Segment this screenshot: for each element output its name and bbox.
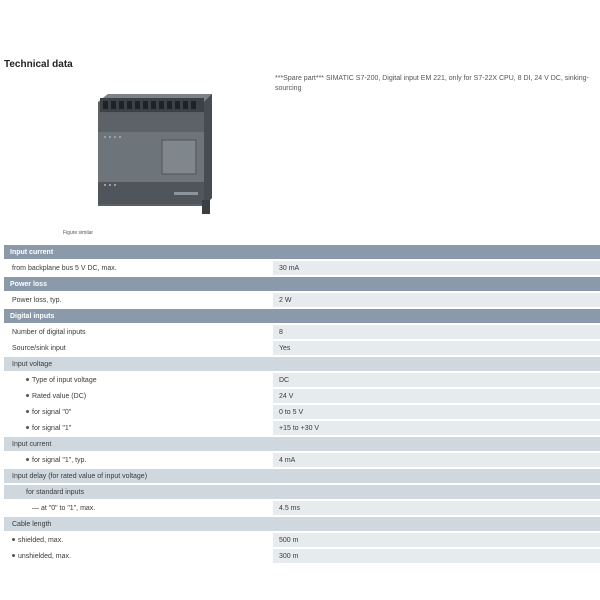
table-row [4, 548, 600, 564]
bullet-icon [26, 394, 29, 397]
bullet-icon [12, 538, 15, 541]
row-label-text: Cable length [12, 520, 52, 528]
row-label [4, 245, 272, 260]
row-value-text: 4.5 ms [279, 504, 301, 512]
image-caption: Figure similar [63, 230, 94, 236]
table-row [4, 340, 600, 356]
bullet-icon [26, 426, 29, 429]
row-value [272, 308, 600, 324]
row-label [4, 372, 272, 388]
row-label [4, 484, 272, 500]
row-label-text: for signal "1", typ. [32, 456, 87, 464]
row-value-text: 300 m [279, 552, 299, 560]
row-value [272, 292, 600, 308]
row-value [272, 516, 600, 532]
row-label [4, 532, 272, 548]
table-row [4, 372, 600, 388]
row-label [4, 356, 272, 372]
section-header-row [4, 308, 600, 324]
row-label [4, 404, 272, 420]
row-value [272, 532, 600, 548]
row-label-text: shielded, max. [18, 536, 64, 544]
row-value-text: 8 [279, 328, 283, 336]
row-label [4, 340, 272, 356]
row-label [4, 548, 272, 564]
row-value [272, 468, 600, 484]
row-label-text: Input current [10, 248, 54, 256]
row-label-text: Power loss [10, 280, 47, 288]
row-label-text: — at "0" to "1", max. [32, 504, 96, 512]
row-value-text: 30 mA [279, 264, 300, 272]
row-label-text: for standard inputs [26, 488, 84, 496]
table-row [4, 260, 600, 276]
technical-data-table [4, 245, 600, 565]
row-value [272, 436, 600, 452]
section-header-row [4, 245, 600, 260]
table-row [4, 388, 600, 404]
bullet-icon [26, 410, 29, 413]
subsection-row [4, 436, 600, 452]
table-row [4, 420, 600, 436]
plc-module-image [84, 88, 220, 222]
bullet-icon [12, 554, 15, 557]
subsection-row [4, 484, 600, 500]
row-value [272, 245, 600, 260]
row-label [4, 452, 272, 468]
table-row [4, 404, 600, 420]
row-label [4, 420, 272, 436]
row-value [272, 548, 600, 564]
row-label-text: Input delay (for rated value of input voltage) [12, 472, 148, 480]
row-value [272, 500, 600, 516]
subsection-row [4, 516, 600, 532]
row-value-text: 2 W [279, 296, 292, 304]
row-label-text: Input voltage [12, 360, 53, 368]
row-label-text: for signal "0" [32, 408, 72, 416]
row-label [4, 516, 272, 532]
row-label [4, 500, 272, 516]
row-value-text: 24 V [279, 392, 294, 400]
row-label-text: for signal "1" [32, 424, 72, 432]
subsection-row [4, 468, 600, 484]
row-value [272, 420, 600, 436]
row-label-text: Power loss, typ. [12, 296, 62, 304]
bullet-icon [26, 458, 29, 461]
row-value [272, 356, 600, 372]
row-label [4, 388, 272, 404]
row-value [272, 404, 600, 420]
row-value [272, 260, 600, 276]
row-label [4, 308, 272, 324]
row-value [272, 484, 600, 500]
row-label [4, 292, 272, 308]
row-label-text: Number of digital inputs [12, 328, 86, 336]
row-label [4, 260, 272, 276]
row-label-text: Digital inputs [10, 312, 55, 320]
row-label [4, 324, 272, 340]
row-value [272, 388, 600, 404]
row-value [272, 276, 600, 292]
row-value [272, 324, 600, 340]
row-value-text: DC [279, 376, 290, 384]
row-label [4, 276, 272, 292]
row-label-text: unshielded, max. [18, 552, 71, 560]
bullet-icon [26, 378, 29, 381]
table-row [4, 292, 600, 308]
table-row [4, 500, 600, 516]
row-value-text: 0 to 5 V [279, 408, 304, 416]
row-label-text: from backplane bus 5 V DC, max. [12, 264, 117, 272]
page-title: Technical data [4, 59, 73, 70]
row-value [272, 340, 600, 356]
row-label [4, 468, 272, 484]
row-value-text: 500 m [279, 536, 299, 544]
product-description: ***Spare part*** SIMATIC S7-200, Digital input EM 221, only for S7-22X CPU, 8 DI, 24 V DC, sinking-sourcing [275, 75, 589, 92]
row-label-text: Type of input voltage [32, 376, 97, 384]
row-value [272, 372, 600, 388]
row-label-text: Rated value (DC) [32, 392, 87, 400]
section-header-row [4, 276, 600, 292]
row-label-text: Input current [12, 440, 52, 448]
row-value-text: 4 mA [279, 456, 296, 464]
row-label-text: Source/sink input [12, 344, 66, 352]
row-value [272, 452, 600, 468]
table-row [4, 452, 600, 468]
table-row [4, 532, 600, 548]
row-value-text: Yes [279, 344, 291, 352]
row-value-text: +15 to +30 V [279, 424, 320, 432]
row-label [4, 436, 272, 452]
table-row [4, 324, 600, 340]
subsection-row [4, 356, 600, 372]
